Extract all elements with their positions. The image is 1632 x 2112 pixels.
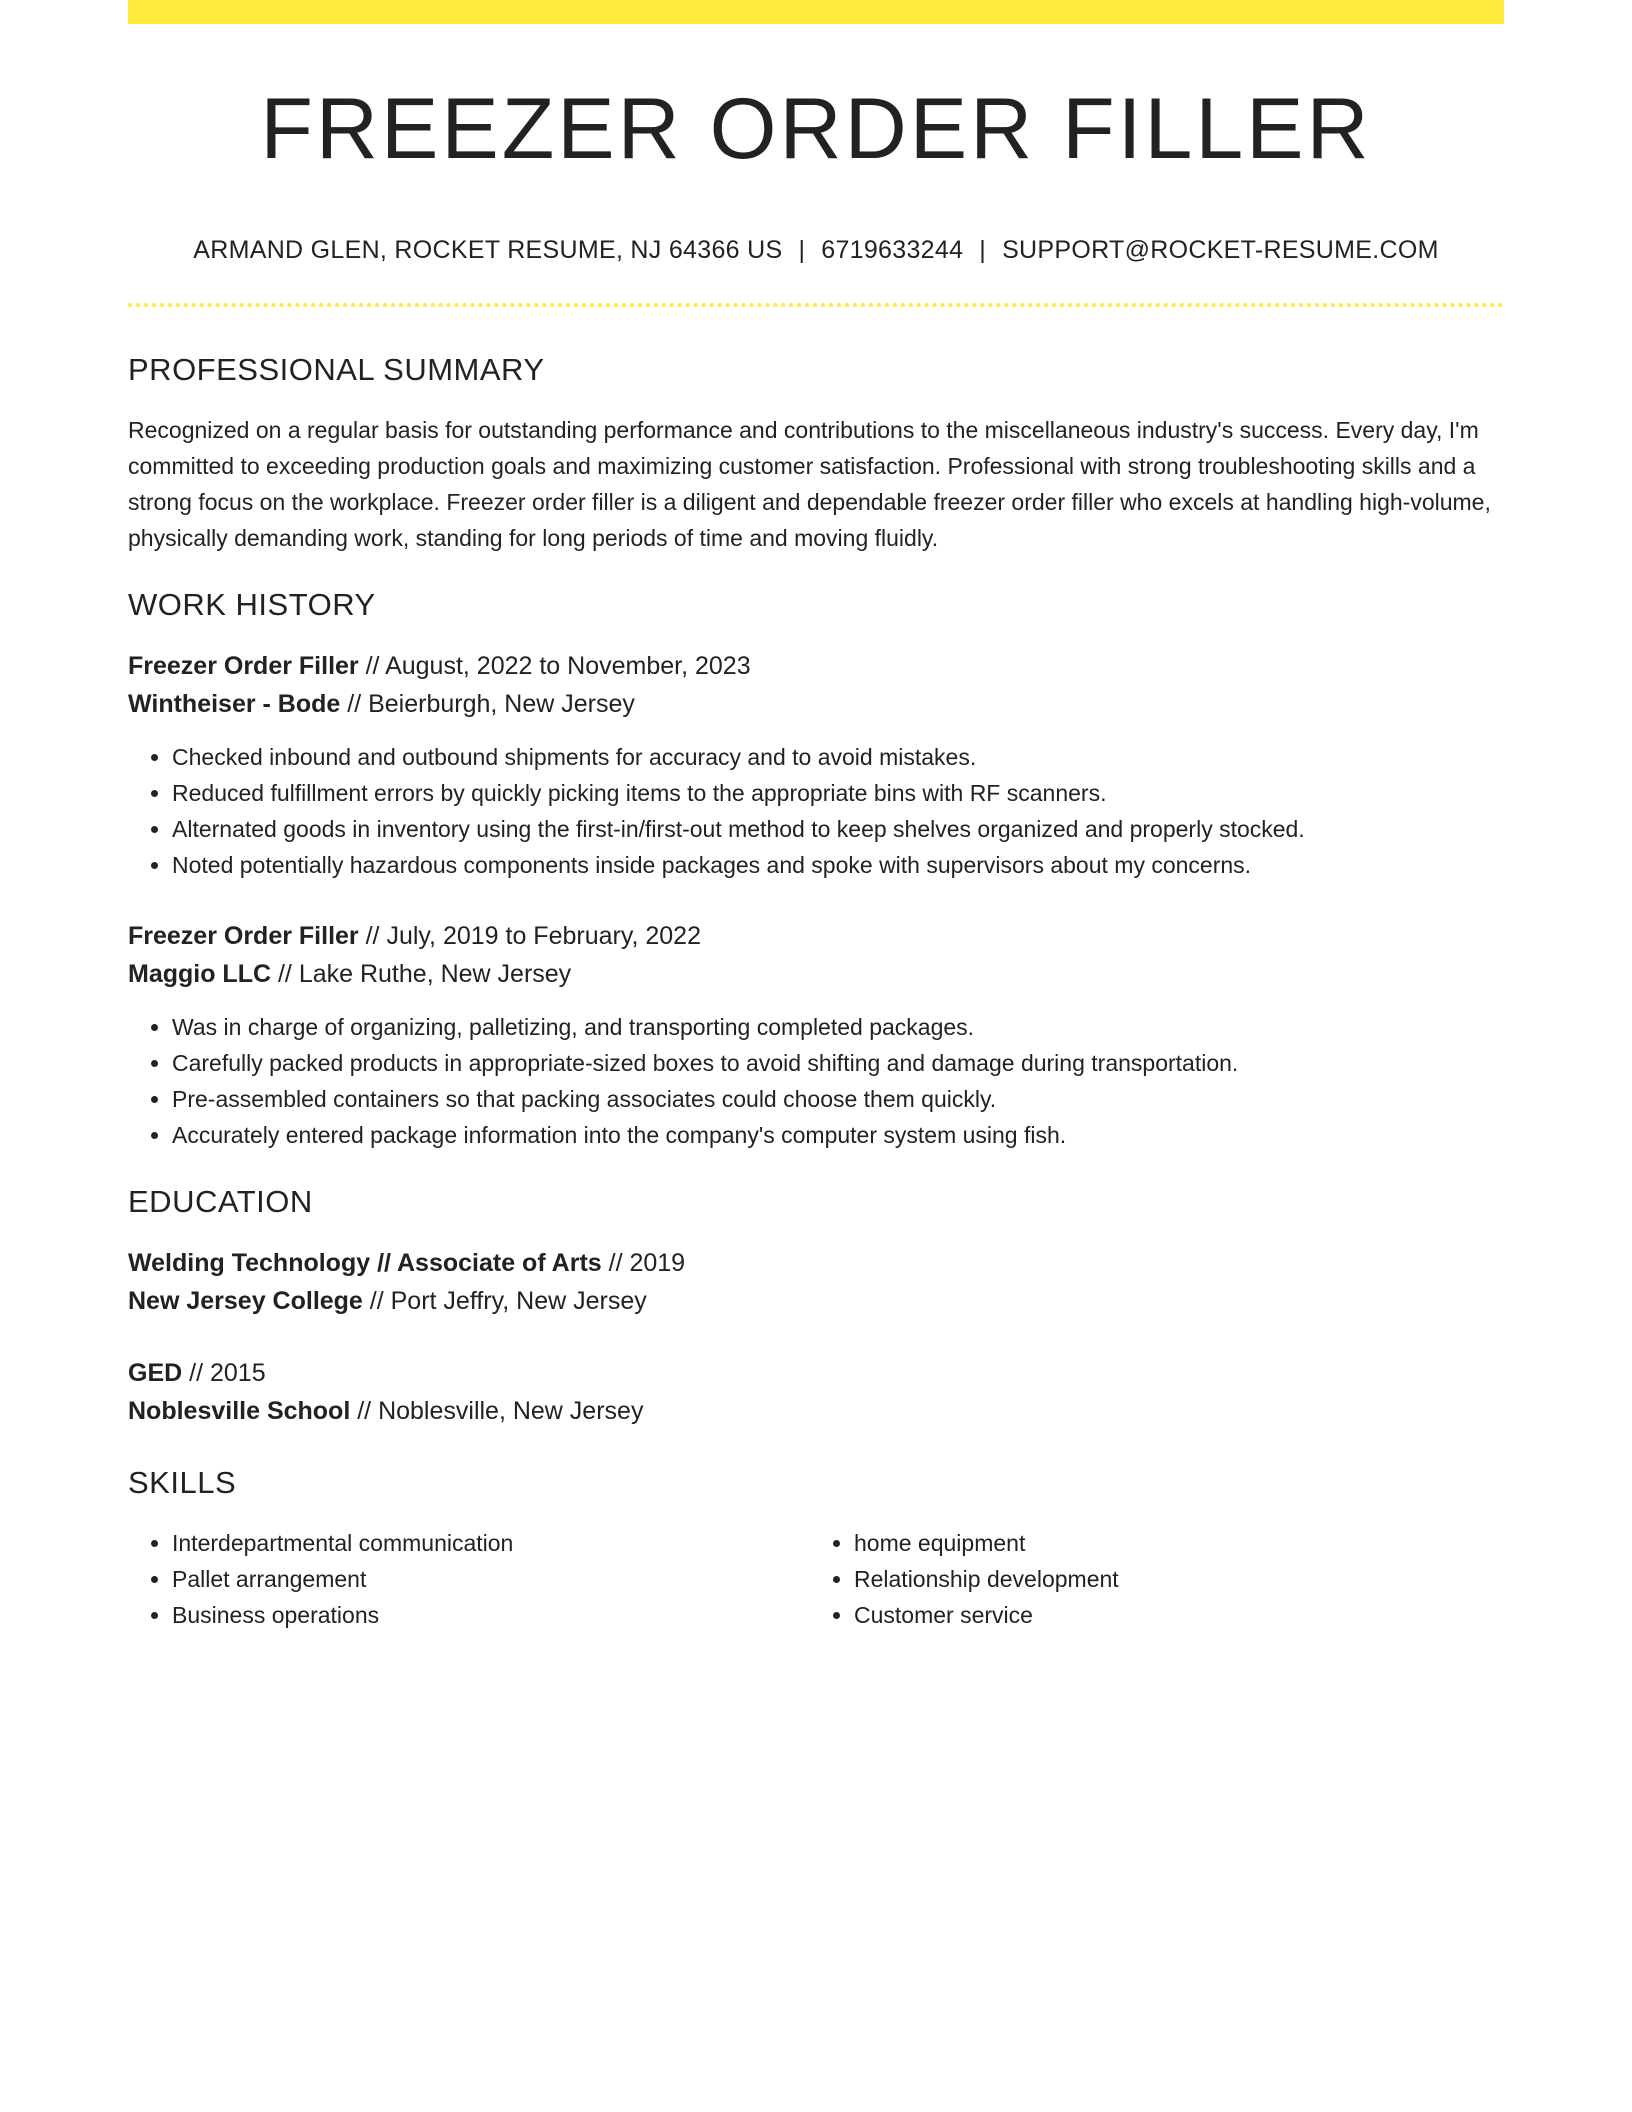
- job-entry: [128, 917, 1504, 1153]
- job-bullet: • Checked inbound and outbound shipments for accuracy and to avoid mistakes.: [172, 739, 1504, 775]
- skills-heading: SKILLS: [128, 1465, 237, 1501]
- job-company-line: [128, 955, 1504, 993]
- contact-line: [128, 235, 1504, 265]
- skills-columns: [128, 1525, 1504, 1633]
- job-bullets: [128, 739, 1504, 883]
- education-school-line: [128, 1392, 1504, 1430]
- job-company: Wintheiser - Bode: [128, 689, 341, 718]
- job-company-line: [128, 685, 1504, 723]
- job-bullet: • Reduced fulfillment errors by quickly picking items to the appropriate bins with RF scanners.: [172, 775, 1504, 811]
- skill-item: • Relationship development: [854, 1561, 1486, 1597]
- contact-separator: |: [798, 235, 806, 264]
- job-entry: [128, 647, 1504, 883]
- skill-item: • Customer service: [854, 1597, 1486, 1633]
- job-bullet: • Carefully packed products in appropriate-sized boxes to avoid shifting and damage during transportation.: [172, 1045, 1504, 1081]
- contact-separator: |: [979, 235, 987, 264]
- education-school: Noblesville School: [128, 1397, 351, 1426]
- education-location: // Port Jeffry, New Jersey: [369, 1287, 647, 1316]
- education-heading: EDUCATION: [128, 1183, 313, 1219]
- education-school: New Jersey College: [128, 1287, 363, 1316]
- education-location: // Noblesville, New Jersey: [357, 1397, 644, 1426]
- job-company: Maggio LLC: [128, 959, 272, 988]
- job-bullets: [128, 1009, 1504, 1153]
- skill-item: • Business operations: [172, 1597, 804, 1633]
- education-year: // 2015: [189, 1359, 266, 1388]
- education-degree: GED: [128, 1359, 183, 1388]
- education-year: // 2019: [608, 1249, 686, 1278]
- skill-item: • Interdepartmental communication: [172, 1525, 804, 1561]
- summary-text: Recognized on a regular basis for outstanding performance and contributions to the miscellaneous industry's success. Every day, I'm committed to exceeding production goals and maximizing customer satisfaction. Professional with strong troubleshooting skills and a strong focus on the workplace. Freezer order filler is a diligent and dependable freezer order filler who excels at handling high-volume, physically demanding work, standing for long periods of time and moving fluidly.: [128, 416, 1491, 551]
- skills-list-right: [804, 1525, 1486, 1633]
- contact-address: ARMAND GLEN, ROCKET RESUME, NJ 64366 US: [193, 235, 783, 264]
- job-title-line: [128, 917, 1504, 955]
- job-location: // Beierburgh, New Jersey: [347, 689, 635, 718]
- dotted-divider: [128, 303, 1504, 307]
- work-history-heading: WORK HISTORY: [128, 586, 376, 622]
- education-entry: [128, 1244, 1504, 1320]
- job-title-line: [128, 647, 1504, 685]
- education-entry: [128, 1354, 1504, 1430]
- contact-phone: 6719633244: [821, 235, 964, 264]
- job-bullet: • Alternated goods in inventory using the first-in/first-out method to keep shelves organized and properly stocked.: [172, 811, 1504, 847]
- resume-page: [128, 0, 1504, 1633]
- education-school-line: [128, 1282, 1504, 1320]
- job-bullet: • Accurately entered package information into the company's computer system using fish.: [172, 1117, 1504, 1153]
- skill-item: • home equipment: [854, 1525, 1486, 1561]
- summary-heading: PROFESSIONAL SUMMARY: [128, 351, 545, 387]
- job-bullet: • Noted potentially hazardous components inside packages and spoke with supervisors about my concerns.: [172, 847, 1504, 883]
- job-location: // Lake Ruthe, New Jersey: [277, 959, 572, 988]
- education-degree-line: [128, 1354, 1504, 1392]
- skill-item: • Pallet arrangement: [172, 1561, 804, 1597]
- job-title: Freezer Order Filler: [128, 651, 359, 680]
- education-degree: Welding Technology // Associate of Arts: [128, 1249, 602, 1278]
- job-bullet: • Was in charge of organizing, palletizing, and transporting completed packages.: [172, 1009, 1504, 1045]
- job-title: Freezer Order Filler: [128, 921, 359, 950]
- resume-title: FREEZER ORDER FILLER: [260, 81, 1372, 177]
- skills-list-left: [128, 1525, 804, 1633]
- job-bullet: • Pre-assembled containers so that packing associates could choose them quickly.: [172, 1081, 1504, 1117]
- education-degree-line: [128, 1244, 1504, 1282]
- contact-email: SUPPORT@ROCKET-RESUME.COM: [1002, 235, 1439, 264]
- job-dates: // July, 2019 to February, 2022: [365, 921, 701, 950]
- top-accent-bar: [128, 0, 1504, 24]
- job-dates: // August, 2022 to November, 2023: [365, 651, 751, 680]
